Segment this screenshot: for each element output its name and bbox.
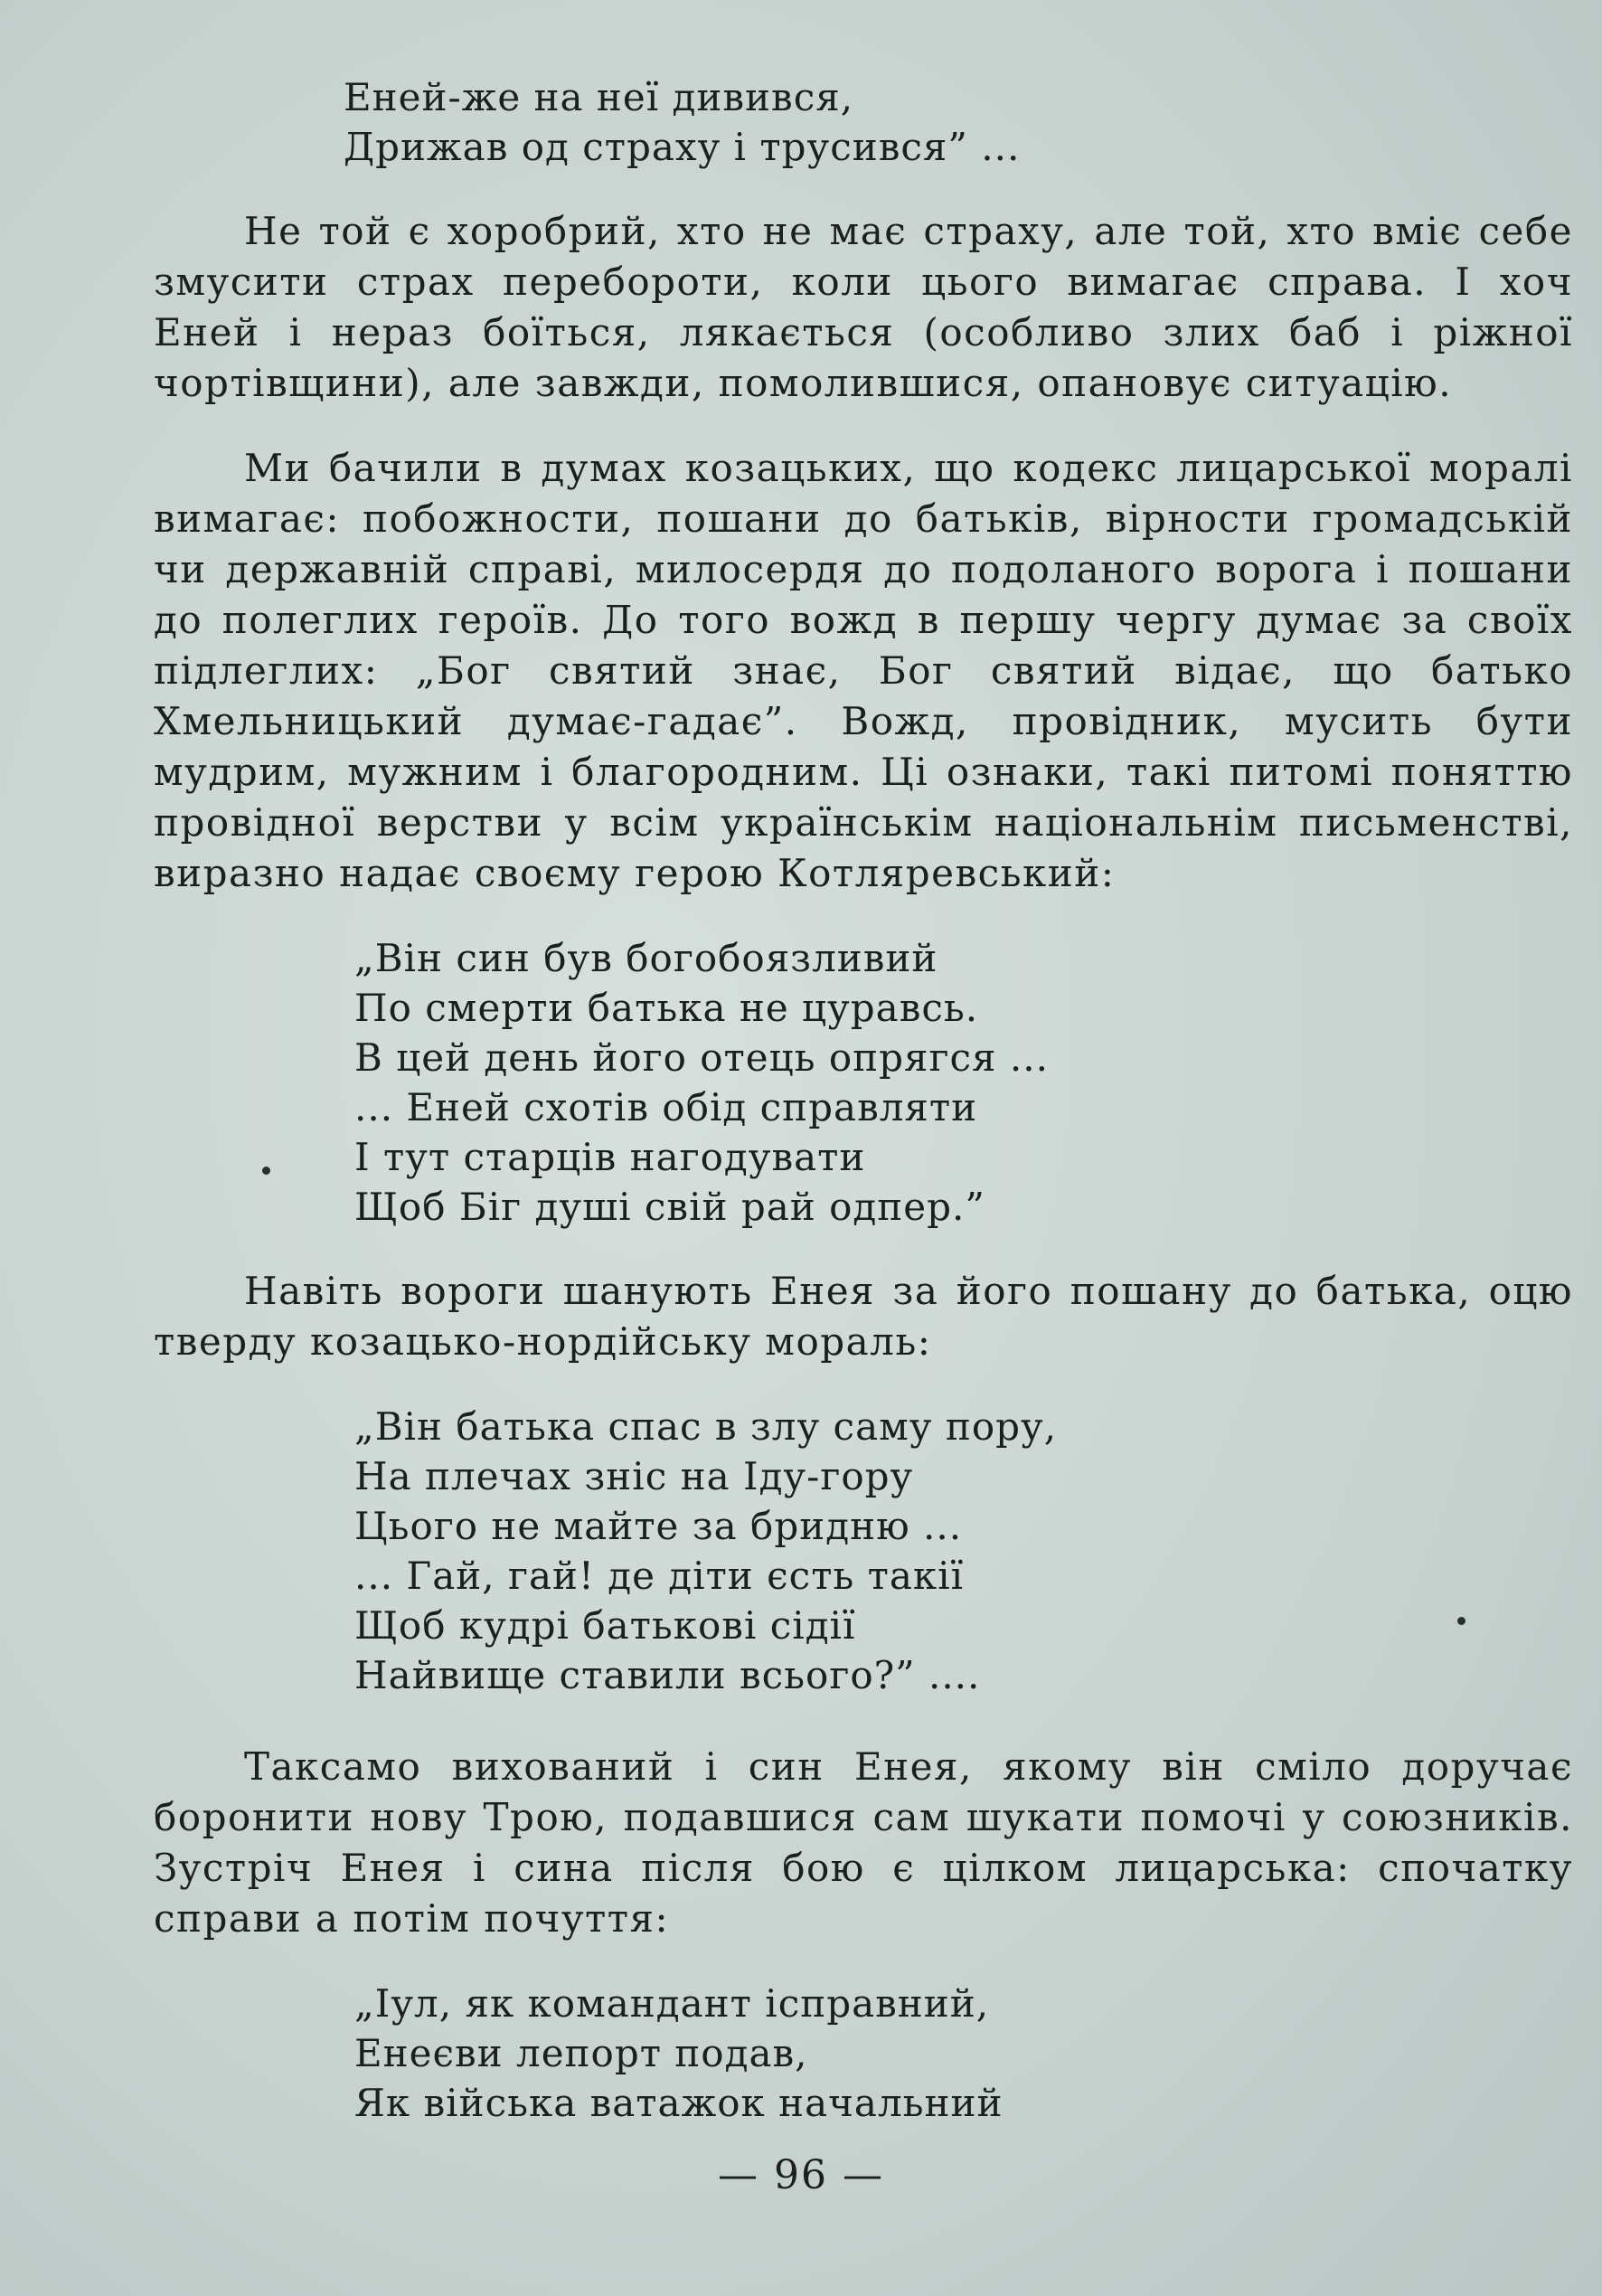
verse-line: В цей день його отець опрягся ... — [354, 1035, 1049, 1080]
verse-line: На плечах зніс на Іду-гору — [354, 1454, 914, 1498]
ink-speck — [1457, 1617, 1465, 1625]
verse-line: ... Еней схотів обід справляти — [354, 1085, 978, 1129]
verse-line: І тут старців нагодувати — [354, 1135, 866, 1179]
paragraph-son-of-aeneas: Таксамо вихований і син Енея, якому він сміло доручає боронити нову Трою, подавшися сам шукати помочі у союзників. Зустріч Енея і сина після бою є цілком лицарська: спочатку справи а потім почуття: — [154, 1744, 1573, 1941]
verse-quote-4 — [154, 1979, 1573, 2128]
verse-line: Дрижав од страху і трусився” ... — [344, 125, 1021, 169]
verse-line: „Він син був богобоязливий — [354, 936, 938, 980]
page-number: — 96 — — [718, 2152, 884, 2198]
verse-line: Енеєви лепорт подав, — [354, 2031, 808, 2075]
verse-quote-3 — [154, 1402, 1573, 1700]
verse-line: Як війська ватажок начальний — [354, 2081, 1004, 2125]
verse-line: Еней-же на неї дивився, — [344, 75, 854, 119]
verse-line: Щоб кудрі батькові сідії — [354, 1603, 856, 1648]
verse-line: По смерти батька не цуравсь. — [354, 986, 979, 1030]
page-text — [154, 72, 1573, 2128]
verse-line: ... Гай, гай! де діти єсть такії — [354, 1554, 965, 1598]
verse-quote-2 — [154, 933, 1573, 1232]
verse-line: „Іул, як командант ісправний, — [354, 1981, 990, 2026]
paragraph-knightly-code: Ми бачили в думах козацьких, що кодекс лицарської моралі вимагає: побожности, пошани до батьків, вірности громадській чи державній справі, милосердя до подоланого ворога і пошани до полеглих героїв. До того вожд в першу чергу думає за своїх підлеглих: „Бог святий знає, Бог святий відає, що батько Хмельницький думає-гадає”. Вожд, провідник, мусить бути мудрим, мужним і благородним. Ці ознаки, такі питомі поняттю провідної верстви у всім українськім національнім письменстві, виразно надає своєму герою Котляревський: — [154, 446, 1573, 895]
verse-quote-1 — [154, 72, 1573, 172]
paragraph-enemies-respect: Навіть вороги шанують Енея за його пошану до батька, оцю тверду козацько-нордійську мораль: — [154, 1269, 1573, 1364]
verse-line: Цього не майте за бридню ... — [354, 1504, 963, 1548]
paragraph-courage: Не той є хоробрий, хто не має страху, але той, хто вміє себе змусити страх перебороти, коли цього вимагає справа. І хоч Еней і нераз боїться, лякається (особливо злих баб і ріжної чортівщини), але завжди, помолившися, опановує ситуацію. — [154, 209, 1573, 405]
verse-line: Найвище ставили всього?” .... — [354, 1653, 981, 1697]
verse-line: Щоб Біг душі свій рай одпер.” — [354, 1185, 985, 1229]
ink-speck — [262, 1167, 270, 1175]
verse-line: „Він батька спас в злу саму пору, — [354, 1404, 1058, 1449]
